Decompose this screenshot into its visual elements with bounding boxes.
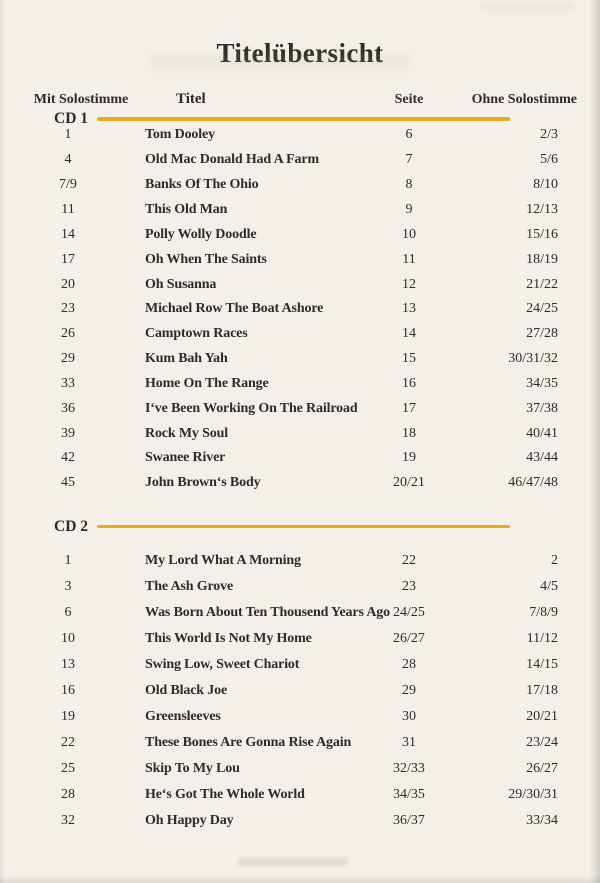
song-row <box>20 222 600 247</box>
song-title: Greensleeves <box>145 708 221 724</box>
scan-bleedthrough-smudge <box>480 3 575 12</box>
track-number-without-solo: 2/3 <box>540 127 558 143</box>
column-header-titel: Titel <box>176 91 206 108</box>
song-title: He‘s Got The Whole World <box>145 786 305 802</box>
scan-bleedthrough-smudge <box>238 858 348 866</box>
track-number-with-solo: 22 <box>61 734 75 750</box>
song-title: These Bones Are Gonna Rise Again <box>145 734 352 750</box>
track-number-with-solo: 11 <box>61 202 75 217</box>
page-number: 22 <box>402 552 416 568</box>
track-number-without-solo: 15/16 <box>526 226 558 242</box>
page-number: 11 <box>402 251 416 267</box>
song-row <box>20 756 600 782</box>
track-number-with-solo: 32 <box>61 812 75 828</box>
page-number: 7 <box>405 152 413 168</box>
track-number-without-solo: 30/31/32 <box>508 351 558 367</box>
song-title: Oh When The Saints <box>145 251 267 267</box>
track-number-without-solo: 33/34 <box>526 812 558 828</box>
page-number: 13 <box>402 301 416 317</box>
track-number-with-solo: 6 <box>64 604 72 620</box>
song-row <box>20 322 600 347</box>
song-title: Was Born About Ten Thousend Years Ago <box>145 604 390 620</box>
track-number-without-solo: 11/12 <box>526 630 558 646</box>
song-title: John Brown‘s Body <box>145 475 261 491</box>
table-header-row <box>20 90 600 109</box>
cd-section-label: CD 2 <box>54 517 89 535</box>
track-number-with-solo: 28 <box>61 786 75 802</box>
song-title: Old Black Joe <box>145 682 228 698</box>
page-edge-shadow <box>0 875 600 883</box>
cd-section-rule <box>97 525 510 528</box>
page-number: 17 <box>402 400 416 416</box>
song-title: Rock My Soul <box>145 425 228 441</box>
page-number: 6 <box>405 127 413 143</box>
page-number: 28 <box>402 656 416 672</box>
page-number: 18 <box>402 425 416 441</box>
track-number-with-solo: 1 <box>64 127 72 143</box>
song-title: Michael Row The Boat Ashore <box>145 301 324 317</box>
song-row <box>20 148 600 173</box>
song-row <box>20 574 600 600</box>
track-number-with-solo: 25 <box>61 760 75 776</box>
page-number: 29 <box>402 682 416 698</box>
song-row <box>20 198 600 223</box>
song-row <box>20 347 600 372</box>
song-row <box>20 730 600 756</box>
track-number-without-solo: 18/19 <box>526 251 558 267</box>
song-title: Home On The Range <box>145 375 269 391</box>
track-number-without-solo: 8/10 <box>533 177 558 193</box>
track-number-with-solo: 10 <box>61 630 75 646</box>
page-number: 12 <box>402 276 416 292</box>
page-number: 30 <box>402 708 416 724</box>
track-number-with-solo: 16 <box>61 682 75 698</box>
page-number: 15 <box>402 351 416 367</box>
song-title: Kum Bah Yah <box>145 351 228 367</box>
track-number-with-solo: 3 <box>64 578 72 594</box>
page-number: 36/37 <box>393 812 425 828</box>
page-number: 16 <box>402 375 416 391</box>
page-number: 20/21 <box>393 475 425 491</box>
song-row <box>20 297 600 322</box>
page-number: 19 <box>402 450 416 466</box>
page-title: Titelübersicht <box>216 38 384 68</box>
track-number-without-solo: 34/35 <box>526 375 558 391</box>
cd-section-rows <box>0 123 600 496</box>
cd-section <box>0 111 600 496</box>
song-title: Swanee River <box>145 450 226 466</box>
page-number: 8 <box>405 177 413 193</box>
song-row <box>20 471 600 496</box>
track-number-with-solo: 39 <box>61 425 75 441</box>
song-title: This World Is Not My Home <box>145 630 312 646</box>
track-number-without-solo: 2 <box>551 552 558 568</box>
track-number-without-solo: 5/6 <box>540 152 558 168</box>
track-number-with-solo: 19 <box>61 708 75 724</box>
track-number-with-solo: 33 <box>61 375 75 391</box>
page-number: 10 <box>402 226 416 242</box>
song-row <box>20 371 600 396</box>
song-row <box>20 704 600 730</box>
track-number-without-solo: 26/27 <box>526 760 558 776</box>
track-number-with-solo: 29 <box>61 351 75 367</box>
track-number-without-solo: 21/22 <box>526 276 558 292</box>
track-number-with-solo: 14 <box>61 226 75 242</box>
song-title: The Ash Grove <box>145 578 234 594</box>
song-title: My Lord What A Morning <box>145 552 301 568</box>
track-number-without-solo: 12/13 <box>526 202 558 217</box>
cd-section-header <box>54 519 510 535</box>
song-row <box>20 272 600 297</box>
track-number-without-solo: 43/44 <box>526 450 558 466</box>
song-row <box>20 247 600 272</box>
track-number-without-solo: 46/47/48 <box>508 475 558 491</box>
song-title: Oh Happy Day <box>145 812 234 828</box>
cd-section <box>0 519 600 834</box>
page-number: 32/33 <box>393 760 425 776</box>
cd-section-label: CD 1 <box>54 110 89 128</box>
song-row <box>20 396 600 421</box>
song-row <box>20 652 600 678</box>
song-title: Swing Low, Sweet Chariot <box>145 656 300 672</box>
song-title: This Old Man <box>145 202 228 217</box>
song-title: Banks Of The Ohio <box>145 177 259 193</box>
song-title: Skip To My Lou <box>145 760 240 776</box>
track-number-without-solo: 20/21 <box>526 708 558 724</box>
page-number: 34/35 <box>393 786 425 802</box>
track-number-with-solo: 23 <box>61 301 75 317</box>
track-number-without-solo: 4/5 <box>540 578 558 594</box>
track-number-with-solo: 1 <box>64 552 72 568</box>
track-number-without-solo: 37/38 <box>526 400 558 416</box>
column-header-seite: Seite <box>394 92 424 108</box>
track-number-without-solo: 14/15 <box>526 656 558 672</box>
song-title: I‘ve Been Working On The Railroad <box>145 400 358 416</box>
track-number-with-solo: 4 <box>64 152 72 168</box>
track-number-with-solo: 26 <box>61 326 75 342</box>
track-number-without-solo: 29/30/31 <box>508 786 558 802</box>
track-number-without-solo: 23/24 <box>526 734 558 750</box>
track-number-with-solo: 20 <box>61 276 75 292</box>
song-row <box>20 678 600 704</box>
track-number-without-solo: 27/28 <box>526 326 558 342</box>
song-title: Polly Wolly Doodle <box>145 226 257 242</box>
column-header-ohne-solostimme: Ohne Solostimme <box>471 92 577 108</box>
page-number: 14 <box>402 326 416 342</box>
page-number: 23 <box>402 578 416 594</box>
page-number: 26/27 <box>393 630 425 646</box>
track-number-with-solo: 45 <box>61 475 75 491</box>
track-number-without-solo: 17/18 <box>526 682 558 698</box>
song-row <box>20 123 600 148</box>
toc-sections <box>0 111 600 834</box>
song-title: Tom Dooley <box>145 127 215 143</box>
cd-section-rows <box>0 548 600 834</box>
track-number-with-solo: 42 <box>61 450 75 466</box>
cd-section-rule <box>97 117 510 120</box>
song-row <box>20 421 600 446</box>
song-row <box>20 626 600 652</box>
track-number-without-solo: 24/25 <box>526 301 558 317</box>
song-row <box>20 782 600 808</box>
track-number-with-solo: 17 <box>61 251 75 267</box>
song-title: Old Mac Donald Had A Farm <box>145 152 319 168</box>
song-title: Oh Susanna <box>145 276 217 292</box>
track-number-with-solo: 7/9 <box>59 177 77 193</box>
song-title: Camptown Races <box>145 326 248 342</box>
song-row <box>20 173 600 198</box>
page-number: 31 <box>402 734 416 750</box>
song-row <box>20 446 600 471</box>
track-number-with-solo: 36 <box>61 400 75 416</box>
page-number: 9 <box>405 202 413 217</box>
track-number-with-solo: 13 <box>61 656 75 672</box>
song-row <box>20 808 600 834</box>
song-row <box>20 548 600 574</box>
track-number-without-solo: 7/8/9 <box>529 604 558 620</box>
track-number-without-solo: 40/41 <box>526 425 558 441</box>
song-row <box>20 600 600 626</box>
page-number: 24/25 <box>393 604 425 620</box>
column-header-mit-solostimme: Mit Solostimme <box>33 92 129 108</box>
